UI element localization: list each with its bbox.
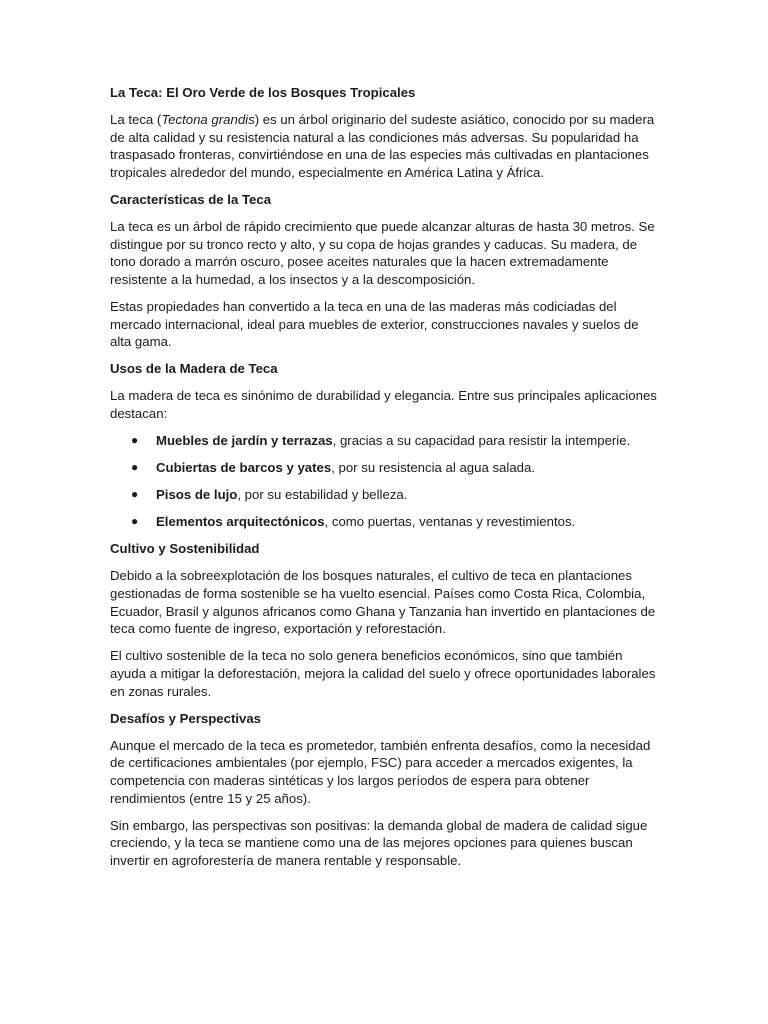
intro-scientific-name: Tectona grandis — [161, 112, 255, 128]
section-heading-desafios: Desafíos y Perspectivas — [110, 710, 262, 726]
section-heading-usos: Usos de la Madera de Teca — [110, 361, 278, 377]
section-heading-cultivo: Cultivo y Sostenibilidad — [110, 541, 260, 557]
bullet-icon: ● — [131, 487, 139, 502]
bullet-icon: ● — [131, 460, 139, 475]
list-item — [110, 486, 658, 504]
caracteristicas-paragraph-2: Estas propiedades han convertido a la teca en una de las maderas más codiciadas del mercado internacional, ideal para muebles de exterior, construcciones navales y suelos de alta gama. — [110, 298, 639, 350]
list-item — [110, 459, 658, 477]
list-item-text: , gracias a su capacidad para resistir la intemperie. — [332, 433, 631, 448]
list-item-text: , por su estabilidad y belleza. — [237, 487, 408, 503]
list-item-text: , por su resistencia al agua salada. — [331, 460, 535, 476]
intro-text-pre: La teca ( — [110, 112, 162, 128]
list-item-text: , como puertas, ventanas y revestimientos. — [324, 514, 576, 530]
usos-list — [110, 432, 658, 531]
caracteristicas-paragraph-1: La teca es un árbol de rápido crecimiento que puede alcanzar alturas de hasta 30 metros. Se distingue por su tronco recto y alto, y su copa de hojas grandes y caducas. Su madera, de tono dorado a marrón oscuro, posee aceites naturales que la hacen extremadamente resistente a la humedad, a los insectos y a la descomposición. — [110, 219, 655, 287]
cultivo-paragraph-1: Debido a la sobreexplotación de los bosques naturales, el cultivo de teca en plantaciones gestionadas de forma sostenible se ha vuelto esencial. Países como Costa Rica, Colombia, Ecuador, Brasil y algunos africanos como Ghana y Tanzania han invertido en plantaciones de teca como fuente de ingreso, exportación y reforestación. — [110, 568, 656, 637]
bullet-icon: ● — [131, 514, 139, 529]
document-page — [110, 84, 658, 879]
bullet-icon: ● — [131, 433, 139, 447]
usos-paragraph-1: La madera de teca es sinónimo de durabilidad y elegancia. Entre sus principales aplicaciones destacan: — [110, 388, 657, 421]
section-heading-caracteristicas: Características de la Teca — [110, 191, 272, 207]
desafios-paragraph-1: Aunque el mercado de la teca es prometedor, también enfrenta desafíos, como la necesidad de certificaciones ambientales (por ejemplo, FSC) para acceder a mercados exigentes, la competencia con maderas sintéticas y los largos períodos de espera para obtener rendimientos (entre 15 y 25 años). — [110, 737, 651, 806]
intro-text-post: ) es un árbol originario del sudeste asiático, conocido por su madera de alta calidad y su resistencia natural a las condiciones más adversas. Su popularidad ha traspasado fronteras, convirtiéndose en una de las especies más cultivadas en plantaciones tropicales alrededor del mundo, especialmente en América Latina y África. — [110, 112, 655, 180]
list-item-bold: Pisos de lujo — [156, 487, 238, 503]
cultivo-paragraph-2: El cultivo sostenible de la teca no solo genera beneficios económicos, sino que también ayuda a mitigar la deforestación, mejora la calidad del suelo y ofrece oportunidades laborales en zonas rurales. — [110, 648, 656, 699]
list-item-bold: Muebles de jardín y terrazas — [156, 433, 333, 448]
desafios-paragraph-2: Sin embargo, las perspectivas son positivas: la demanda global de madera de calidad sigue creciendo, y la teca se mantiene como una de las mejores opciones para quienes buscan invertir en agroforestería de manera rentable y responsable. — [110, 817, 648, 868]
document-title: La Teca: El Oro Verde de los Bosques Tropicales — [110, 85, 416, 100]
list-item — [110, 513, 658, 531]
list-item-bold: Elementos arquitectónicos — [156, 514, 325, 530]
list-item — [110, 432, 658, 450]
list-item-bold: Cubiertas de barcos y yates — [156, 460, 332, 476]
intro-paragraph — [110, 111, 658, 181]
